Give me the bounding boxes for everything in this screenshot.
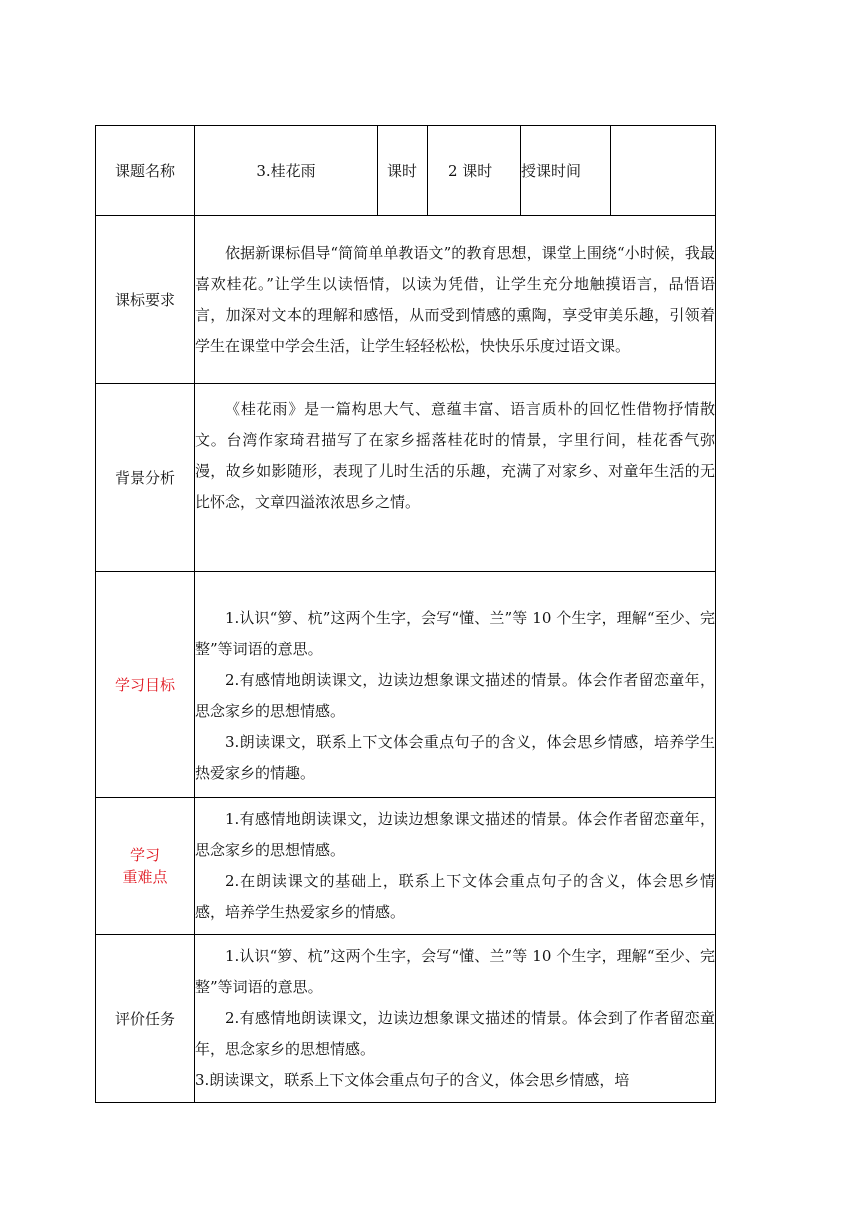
objective-item: 1.认识“箩、杭”这两个生字，会写“懂、兰”等 10 个生字，理解“至少、完整”等词语的意思。 xyxy=(195,609,715,658)
assessment-item: 3.朗读课文，联系上下文体会重点句子的含义，体会思乡情感，培 xyxy=(195,1071,630,1089)
topic-value: 3.桂花雨 xyxy=(195,126,378,216)
assessment-label: 评价任务 xyxy=(96,935,195,1103)
background-label: 背景分析 xyxy=(96,384,195,572)
time-label: 授课时间 xyxy=(521,126,611,216)
assessment-row xyxy=(96,935,716,1103)
key-points-content xyxy=(195,798,716,935)
assessment-item: 2.有感情地朗读课文，边读边想象课文描述的情景。体会到了作者留恋童年，思念家乡的思想情感。 xyxy=(195,1009,715,1058)
curriculum-label: 课标要求 xyxy=(96,216,195,384)
background-row xyxy=(96,384,716,572)
key-points-label-line1: 学习 xyxy=(129,846,160,864)
lesson-plan-table xyxy=(95,125,716,1103)
curriculum-content xyxy=(195,216,716,384)
assessment-item: 1.认识“箩、杭”这两个生字，会写“懂、兰”等 10 个生字，理解“至少、完整”等词语的意思。 xyxy=(195,947,715,996)
header-row xyxy=(96,126,716,216)
time-value xyxy=(611,126,716,216)
objective-item: 3.朗读课文，联系上下文体会重点句子的含义，体会思乡情感，培养学生热爱家乡的情趣。 xyxy=(195,733,715,782)
background-content xyxy=(195,384,716,572)
objective-item: 2.有感情地朗读课文，边读边想象课文描述的情景。体会作者留恋童年，思念家乡的思想情感。 xyxy=(195,671,715,720)
period-value: 2 课时 xyxy=(428,126,521,216)
topic-label: 课题名称 xyxy=(96,126,195,216)
assessment-content xyxy=(195,935,716,1103)
key-points-label-line2: 重难点 xyxy=(122,868,168,886)
background-paragraph: 《桂花雨》是一篇构思大气、意蕴丰富、语言质朴的回忆性借物抒情散文。台湾作家琦君描写了在家乡摇落桂花时的情景，字里行间，桂花香气弥漫，故乡如影随形，表现了儿时生活的乐趣，充满了对家乡、对童年生活的无比怀念，文章四溢浓浓思乡之情。 xyxy=(195,400,715,511)
objectives-label: 学习目标 xyxy=(96,572,195,798)
key-points-label xyxy=(96,798,195,935)
objectives-row xyxy=(96,572,716,798)
curriculum-paragraph: 依据新课标倡导“简简单单教语文”的教育思想，课堂上围绕“小时候，我最喜欢桂花。”让学生以读悟情，以读为凭借，让学生充分地触摸语言，品悟语言，加深对文本的理解和感悟，从而受到情感的熏陶，享受审美乐趣，引领着学生在课堂中学会生活，让学生轻轻松松，快快乐乐度过语文课。 xyxy=(195,243,715,355)
key-points-row xyxy=(96,798,716,935)
curriculum-row xyxy=(96,216,716,384)
objectives-content xyxy=(195,572,716,798)
key-point-item: 2.在朗读课文的基础上，联系上下文体会重点句子的含义，体会思乡情感，培养学生热爱家乡的情感。 xyxy=(195,872,715,921)
key-point-item: 1.有感情地朗读课文，边读边想象课文描述的情景。体会作者留恋童年，思念家乡的思想情感。 xyxy=(195,810,715,859)
period-label: 课时 xyxy=(378,126,428,216)
